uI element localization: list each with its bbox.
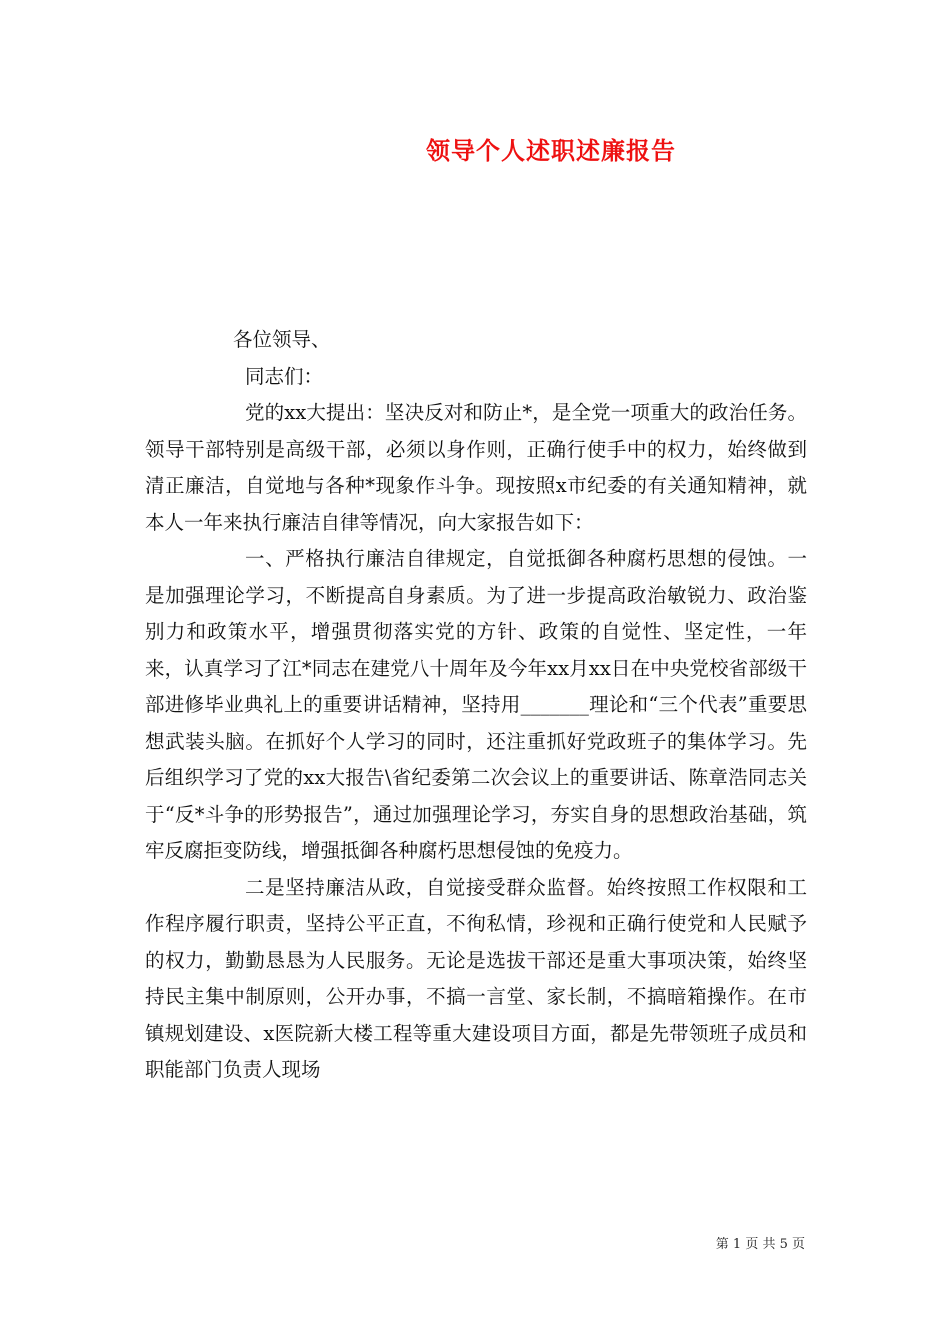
paragraph-intro: 党的xx大提出：坚决反对和防止*，是全党一项重大的政治任务。领导干部特别是高级干部，必须以身作则，正确行使手中的权力，始终做到清正廉洁，自觉地与各种*现象作斗争。现按照x市纪委的有关通知精神，就本人一年来执行廉洁自律等情况，向大家报告如下： <box>145 401 807 534</box>
paragraph-section-one: 一、严格执行廉洁自律规定，自觉抵御各种腐朽思想的侵蚀。一是加强理论学习，不断提高自身素质。为了进一步提高政治敏锐力、政治鉴别力和政策水平，增强贯彻落实党的方针、政策的自觉性、坚定性，一年来，认真学习了江*同志在建党八十周年及今年xx月xx日在中央党校省部级干部进修毕业典礼上的重要讲话精神，坚持用_______理论和“三个代表”重要思想武装头脑。在抓好个人学习的同时，还注重抓好党政班子的集体学习。先后组织学习了党的xx大报告\省纪委第二次会议上的重要讲话、陈章浩同志关于“反*斗争的形势报告”，通过加强理论学习，夯实自身的思想政治基础，筑牢反腐拒变防线，增强抵御各种腐朽思想侵蚀的免疫力。 <box>145 547 807 862</box>
paragraph-point-two: 二是坚持廉洁从政，自觉接受群众监督。始终按照工作权限和工作程序履行职责，坚持公平正直，不徇私情，珍视和正确行使党和人民赋予的权力，勤勤恳恳为人民服务。无论是选拔干部还是重大事项决策，始终坚持民主集中制原则，公开办事，不搞一言堂、家长制，不搞暗箱操作。在市镇规划建设、x医院新大楼工程等重大建设项目方面，都是先带领班子成员和职能部门负责人现场 <box>145 875 807 1081</box>
salutation-line-2: 同志们： <box>245 364 324 388</box>
document-body <box>145 322 807 1089</box>
document-title: 领导个人述职述廉报告 <box>426 136 676 165</box>
page-number-footer: 第 1 页 共 5 页 <box>715 1237 805 1252</box>
salutation-line-1: 各位领导、 <box>233 328 331 351</box>
